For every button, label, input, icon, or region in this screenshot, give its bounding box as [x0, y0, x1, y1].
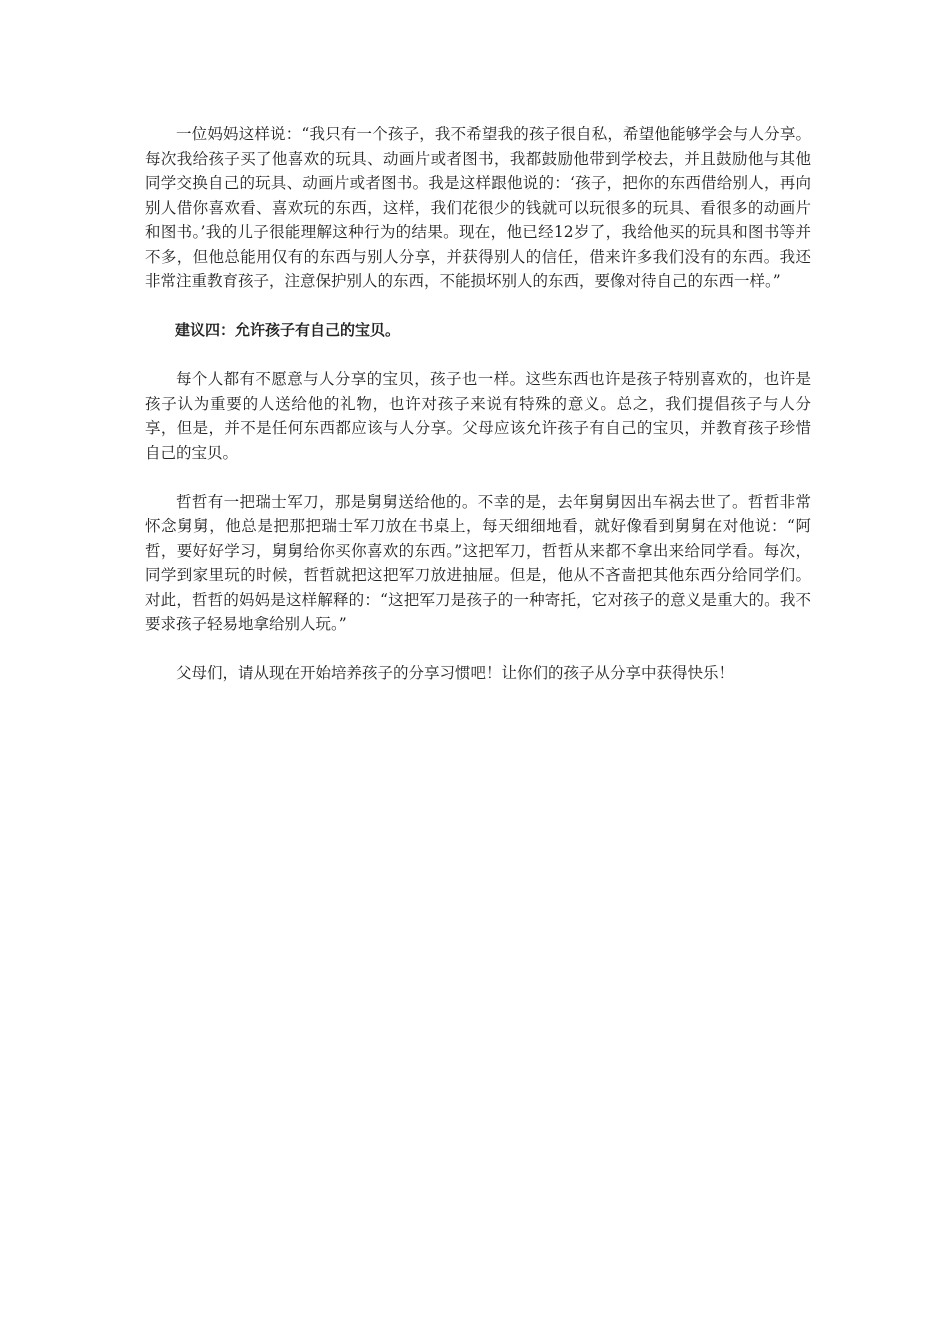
paragraph-closing: 父母们，请从现在开始培养孩子的分享习惯吧！让你们的孩子从分享中获得快乐！ — [176, 664, 735, 682]
paragraph-treasures: 每个人都有不愿意与人分享的宝贝，孩子也一样。这些东西也许是孩子特别喜欢的，也许是孩子认为重要的人送给他的礼物，也许对孩子来说有特殊的意义。总之，我们提倡孩子与人分享，但是，并不是任何东西都应该与人分享。父母应该允许孩子有自己的宝贝，并教育孩子珍惜自己的宝贝。 — [145, 370, 811, 462]
document-body — [145, 122, 811, 710]
paragraph-swiss-army-knife: 哲哲有一把瑞士军刀，那是舅舅送给他的。不幸的是，去年舅舅因出车祸去世了。哲哲非常怀念舅舅，他总是把那把瑞士军刀放在书桌上，每天细细地看，就好像看到舅舅在对他说：“阿哲，要好好学习，舅舅给你买你喜欢的东西。”这把军刀，哲哲从来都不拿出来给同学看。每次，同学到家里玩的时候，哲哲就把这把军刀放进抽屉。但是，他从不吝啬把其他东西分给同学们。对此，哲哲的妈妈是这样解释的：“这把军刀是孩子的一种寄托，它对孩子的意义是重大的。我不要求孩子轻易地拿给别人玩。” — [145, 492, 811, 633]
section-heading-suggestion-four: 建议四：允许孩子有自己的宝贝。 — [175, 321, 401, 339]
paragraph-mother-quote: 一位妈妈这样说：“我只有一个孩子，我不希望我的孩子很自私，希望他能够学会与人分享。每次我给孩子买了他喜欢的玩具、动画片或者图书，我都鼓励他带到学校去，并且鼓励他与其他同学交换自己的玩具、动画片或者图书。我是这样跟他说的：‘孩子，把你的东西借给别人，再向别人借你喜欢看、喜欢玩的东西，这样，我们花很少的钱就可以玩很多的玩具、看很多的动画片和图书。’我的儿子很能理解这种行为的结果。现在，他已经12岁了，我给他买的玩具和图书等并不多，但他总能用仅有的东西与别人分享，并获得别人的信任，借来许多我们没有的东西。我还非常注重教育孩子，注意保护别人的东西，不能损坏别人的东西，要像对待自己的东西一样。” — [145, 125, 811, 290]
